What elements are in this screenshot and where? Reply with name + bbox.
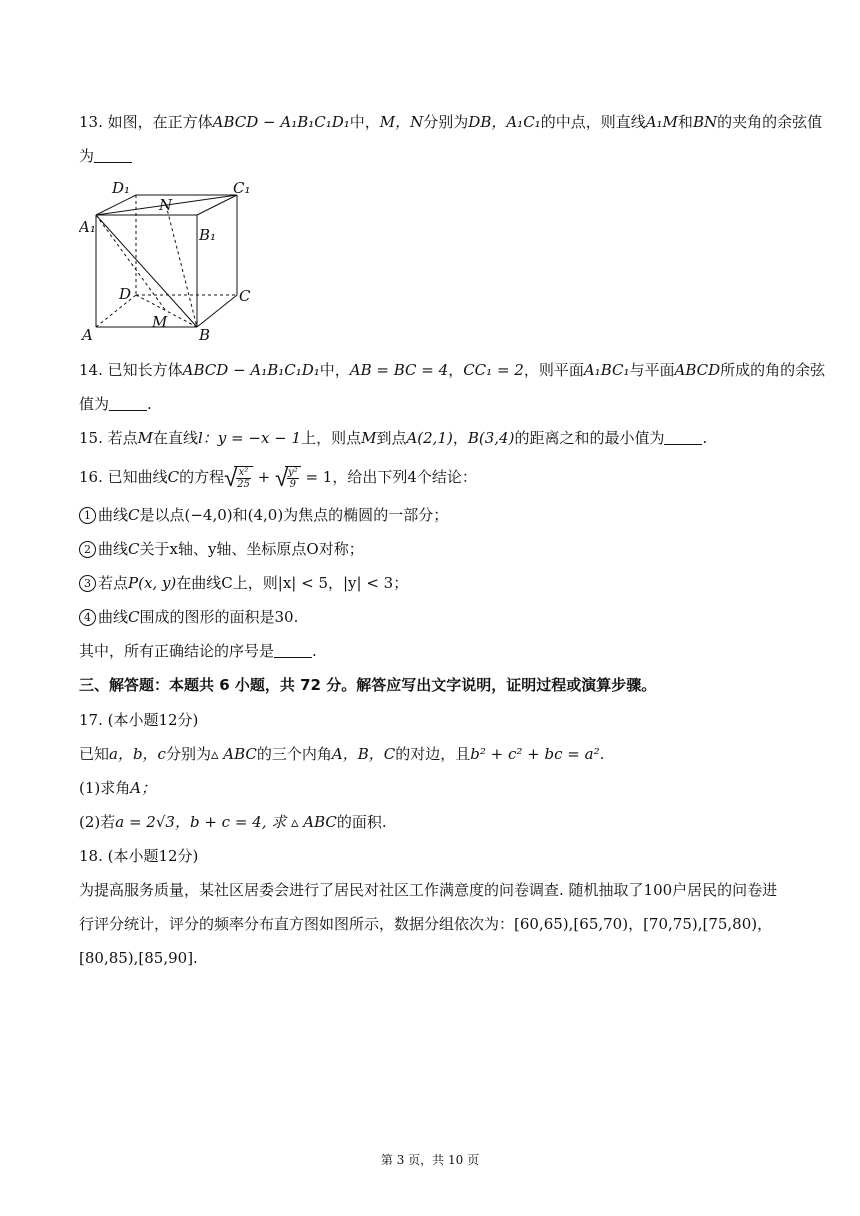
q13-line2 <box>79 146 132 166</box>
q16-line1 <box>79 466 477 490</box>
circled-number: 2 <box>79 541 96 558</box>
label-a: A <box>82 326 93 344</box>
q15-text: 15. 若点 <box>79 429 138 447</box>
q16-text: ，给出下列4个结论： <box>332 468 477 486</box>
section-heading: 三、解答题：本题共 6 小题，共 72 分。解答应写出文字说明，证明过程或演算步骤。 <box>79 676 657 694</box>
q13-cube-name: ABCD − A₁B₁C₁D₁ <box>212 113 350 131</box>
q16-text: 的方程 <box>179 468 225 486</box>
q16-text: . <box>312 642 317 660</box>
q13-bn: BN <box>692 113 718 131</box>
q17-angles: A，B，C <box>331 745 396 763</box>
label-c: C <box>239 287 251 305</box>
q17-part1 <box>79 778 156 798</box>
answer-blank[interactable] <box>664 430 702 445</box>
q14-eq1: AB = BC = 4 <box>349 361 449 379</box>
frac-num: x² <box>236 467 251 479</box>
q17-part2 <box>79 812 387 832</box>
q14-text: ，则平面 <box>523 361 584 379</box>
q14-text: ， <box>448 361 464 379</box>
q16-item-2 <box>79 539 364 559</box>
item-text: 围成的图形的面积是30. <box>139 608 299 626</box>
q16-item-1 <box>79 505 448 525</box>
frac-num: y² <box>288 467 298 478</box>
q15-m: M <box>361 429 377 447</box>
q17-var: A； <box>130 779 157 797</box>
label-d1: D₁ <box>112 179 131 197</box>
q17-head: 17. (本小题12分) <box>79 711 199 729</box>
q17-text: 的面积. <box>336 813 387 831</box>
q17-abc: a，b，c <box>109 745 166 763</box>
q17-text: 的对边，且 <box>395 745 471 763</box>
item-text: 是以点(−4,0)和(4,0)为焦点的椭圆的一部分； <box>139 506 449 524</box>
q17-text: 分别为 <box>165 745 211 763</box>
q14-cube: ABCD − A₁B₁C₁D₁ <box>182 361 320 379</box>
q15-line-eq: l：y = −x − 1 <box>198 429 302 447</box>
item-var: C <box>128 506 140 524</box>
label-n: N <box>159 196 173 214</box>
label-c1: C₁ <box>233 179 251 197</box>
line-a1b <box>96 215 197 327</box>
item-var: C <box>128 608 140 626</box>
cube-figure <box>79 177 259 351</box>
q13-line1 <box>79 112 822 132</box>
q14-text: 中， <box>319 361 350 379</box>
q15-point-a: A(2,1) <box>406 429 453 447</box>
q13-text: 13. 如图，在正方体 <box>79 113 213 131</box>
q18-head: 18. (本小题12分) <box>79 847 199 865</box>
q14-text: 与平面 <box>629 361 675 379</box>
cube-diagram <box>79 177 259 347</box>
item-text: 曲线 <box>98 540 129 558</box>
sqrt-x: √ $\frac{\text{x²}}{25}$ <box>224 466 253 490</box>
circled-number: 4 <box>79 609 96 626</box>
item-var: P(x, y) <box>128 574 177 592</box>
answer-blank[interactable] <box>109 396 147 411</box>
line-bn <box>166 205 197 327</box>
q16-text: 其中，所有正确结论的序号是 <box>79 642 275 660</box>
q14-text: . <box>147 395 152 413</box>
q17-triangle: ▵ ABC <box>210 745 257 763</box>
label-b: B <box>199 326 211 344</box>
item-text: 关于x轴、y轴、坐标原点O对称； <box>139 540 364 558</box>
label-a1: A₁ <box>79 218 96 236</box>
page-footer: 第 3 页，共 10 页 <box>380 1153 480 1167</box>
q14-text: 14. 已知长方体 <box>79 361 183 379</box>
q17-text: 的三个内角 <box>256 745 332 763</box>
q17-text: 已知 <box>79 745 110 763</box>
q13-db: DB，A₁C₁ <box>468 113 541 131</box>
q15-text: ， <box>452 429 468 447</box>
item-text: 曲线 <box>98 506 129 524</box>
label-b1: B₁ <box>199 226 217 244</box>
q16-item-4 <box>79 607 298 627</box>
q17-text: (1)求角 <box>79 779 131 797</box>
edge-cb <box>197 295 237 327</box>
item-text: 在曲线C上，则|x| < 5，|y| < 3； <box>176 574 409 592</box>
q18-line2: 行评分统计，评分的频率分布直方图如图所示，数据分组依次为：[60,65),[65,70)，[70,75),[75,80)， <box>79 915 773 933</box>
q15-text: 到点 <box>376 429 407 447</box>
q14-line2 <box>79 394 152 414</box>
q14-plane1: A₁BC₁ <box>583 361 630 379</box>
q13-mn: M，N <box>379 113 424 131</box>
q13-text: 的夹角的余弦值 <box>717 113 823 131</box>
q15-text: 上，则点 <box>301 429 362 447</box>
sqrt-y: √ $\frac{\text{y²}}{9}$ <box>275 466 301 490</box>
circled-number: 3 <box>79 575 96 592</box>
q13-text: 分别为 <box>423 113 469 131</box>
answer-blank[interactable] <box>94 148 132 163</box>
item-text: 曲线 <box>98 608 129 626</box>
q18-line3: [80,85),[85,90]. <box>79 949 198 967</box>
q13-text: 的中点，则直线 <box>540 113 646 131</box>
circled-number: 1 <box>79 507 96 524</box>
q14-text: 值为 <box>79 395 110 413</box>
q14-line1 <box>79 360 825 380</box>
q16-eq: = 1 <box>305 468 333 486</box>
q15-line <box>79 428 707 448</box>
q15-point-b: B(3,4) <box>467 429 515 447</box>
q13-text: 中， <box>349 113 380 131</box>
q15-text: 在直线 <box>152 429 198 447</box>
q17-line1 <box>79 744 604 764</box>
q13-text: 为 <box>79 147 95 165</box>
q13-text: 和 <box>677 113 693 131</box>
q15-m: M <box>137 429 153 447</box>
frac-den: 25 <box>237 479 250 490</box>
q16-c: C <box>167 468 180 486</box>
q14-eq2: CC₁ = 2 <box>463 361 524 379</box>
q15-text: 的距离之和的最小值为 <box>514 429 665 447</box>
item-text: 若点 <box>98 574 129 592</box>
q14-text: 所成的角的余弦 <box>720 361 826 379</box>
q13-a1m: A₁M <box>645 113 678 131</box>
q14-plane2: ABCD <box>674 361 721 379</box>
q16-conclusion <box>79 641 317 661</box>
label-m: M <box>152 313 168 331</box>
q17-math: a = 2√3，b + c = 4, 求 ▵ ABC <box>115 813 337 831</box>
q17-text: (2)若 <box>79 813 116 831</box>
label-d: D <box>119 285 132 303</box>
q18-line1: 为提高服务质量，某社区居委会进行了居民对社区工作满意度的问卷调查. 随机抽取了100户居民的问卷进 <box>79 881 778 899</box>
q17-equation: b² + c² + bc = a². <box>470 745 605 763</box>
item-var: C <box>128 540 140 558</box>
q16-text: 16. 已知曲线 <box>79 468 168 486</box>
plus-sign: + <box>257 468 271 486</box>
q16-item-3 <box>79 573 408 593</box>
q15-text: . <box>702 429 708 447</box>
frac-den: 9 <box>289 479 297 490</box>
answer-blank[interactable] <box>274 643 312 658</box>
